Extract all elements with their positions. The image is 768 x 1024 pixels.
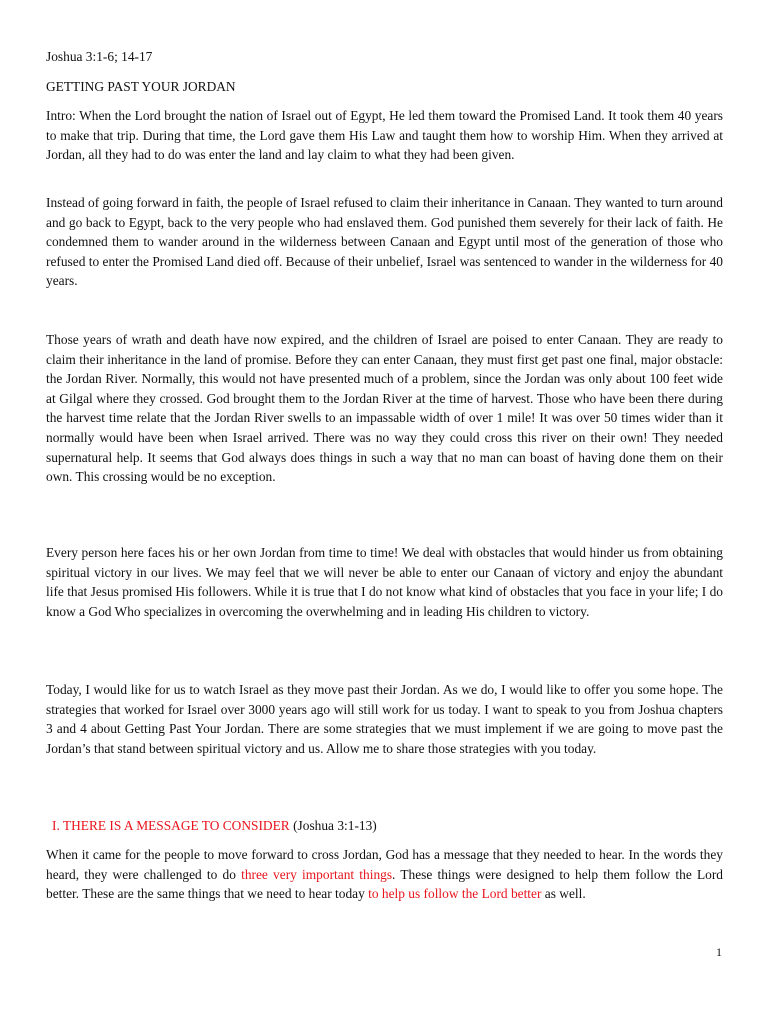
section-body-text-2: . These things were designed to help them follow the Lord better. These are the same things that we need to hear today bbox=[46, 866, 723, 902]
intro-paragraph: Intro: When the Lord brought the nation of Israel out of Egypt, He led them toward the Promised Land. It took them 40 years to make that trip. During that time, the Lord gave them His Law and taught them how to worship Him. When they arrived at Jordan, all they had to do was enter the land and lay claim to what they had been given. bbox=[46, 108, 723, 163]
section-body bbox=[46, 845, 723, 904]
document-title: GETTING PAST YOUR JORDAN bbox=[46, 79, 236, 94]
section-body-text-1: When it came for the people to move forward to cross Jordan, God has a message that they needed to hear. In the words they heard, they were challenged to do bbox=[46, 847, 723, 882]
paragraph-jordan-river: Those years of wrath and death have now expired, and the children of Israel are poised to enter Canaan. They are ready to claim their inheritance in the land of promise. Before they can enter Canaan, they must first get past one final, major obstacle: the Jordan River. Normally, this would not have presented much of a problem, since the Jordan was only about 100 feet wide at Gilgal where they crossed. God brought them to the Jordan River at the time of harvest. Those who have been there during the harvest time relate that the Jordan River swells to an impassable width of over 1 mile! It was over 50 times wider than it normally would have been when Israel arrived. There was no way they could cross this river on their own! They needed supernatural help. It seems that God always does things in such a way that no man can boast of having done them on their own. This crossing would be no exception. bbox=[46, 332, 723, 485]
scripture-reference: Joshua 3:1-6; 14-17 bbox=[46, 49, 153, 64]
paragraph-strategies: Today, I would like for us to watch Israel as they move past their Jordan. As we do, I would like to offer you some hope. The strategies that worked for Israel over 3000 years ago will still work for us today. I want to speak to you from Joshua chapters 3 and 4 about Getting Past Your Jordan. There are some strategies that we must implement if we are going to move past the Jordan’s that stand between spiritual victory and us. Allow me to share those strategies with you today. bbox=[46, 682, 723, 756]
page-number: 1 bbox=[716, 945, 722, 959]
section-heading-reference: (Joshua 3:1-13) bbox=[293, 818, 377, 833]
section-body-text-3: as well. bbox=[541, 886, 586, 902]
highlight-follow-lord: to help us follow the Lord better bbox=[368, 886, 542, 902]
paragraph-own-jordan: Every person here faces his or her own Jordan from time to time! We deal with obstacles that would hinder us from obtaining spiritual victory in our lives. We may feel that we will never be able to enter our Canaan of victory and enjoy the abundant life that Jesus promised His followers. While it is true that I do not know what kind of obstacles that you face in your life; I do know a God Who specializes in overcoming the overwhelming and in leading His children to victory. bbox=[46, 545, 723, 619]
section-heading bbox=[52, 816, 723, 836]
section-heading-text: I. THERE IS A MESSAGE TO CONSIDER bbox=[52, 818, 290, 833]
highlight-three-things: three very important things bbox=[241, 866, 393, 882]
paragraph-unbelief: Instead of going forward in faith, the people of Israel refused to claim their inheritance in Canaan. They wanted to turn around and go back to Egypt, back to the very people who had enslaved them. God punished them severely for their lack of faith. He condemned them to wander around in the wilderness between Canaan and Egypt until most of the generation of those who refused to enter the Promised Land died off. Because of their unbelief, Israel was sentenced to wander in the wilderness for 40 years. bbox=[46, 195, 723, 289]
